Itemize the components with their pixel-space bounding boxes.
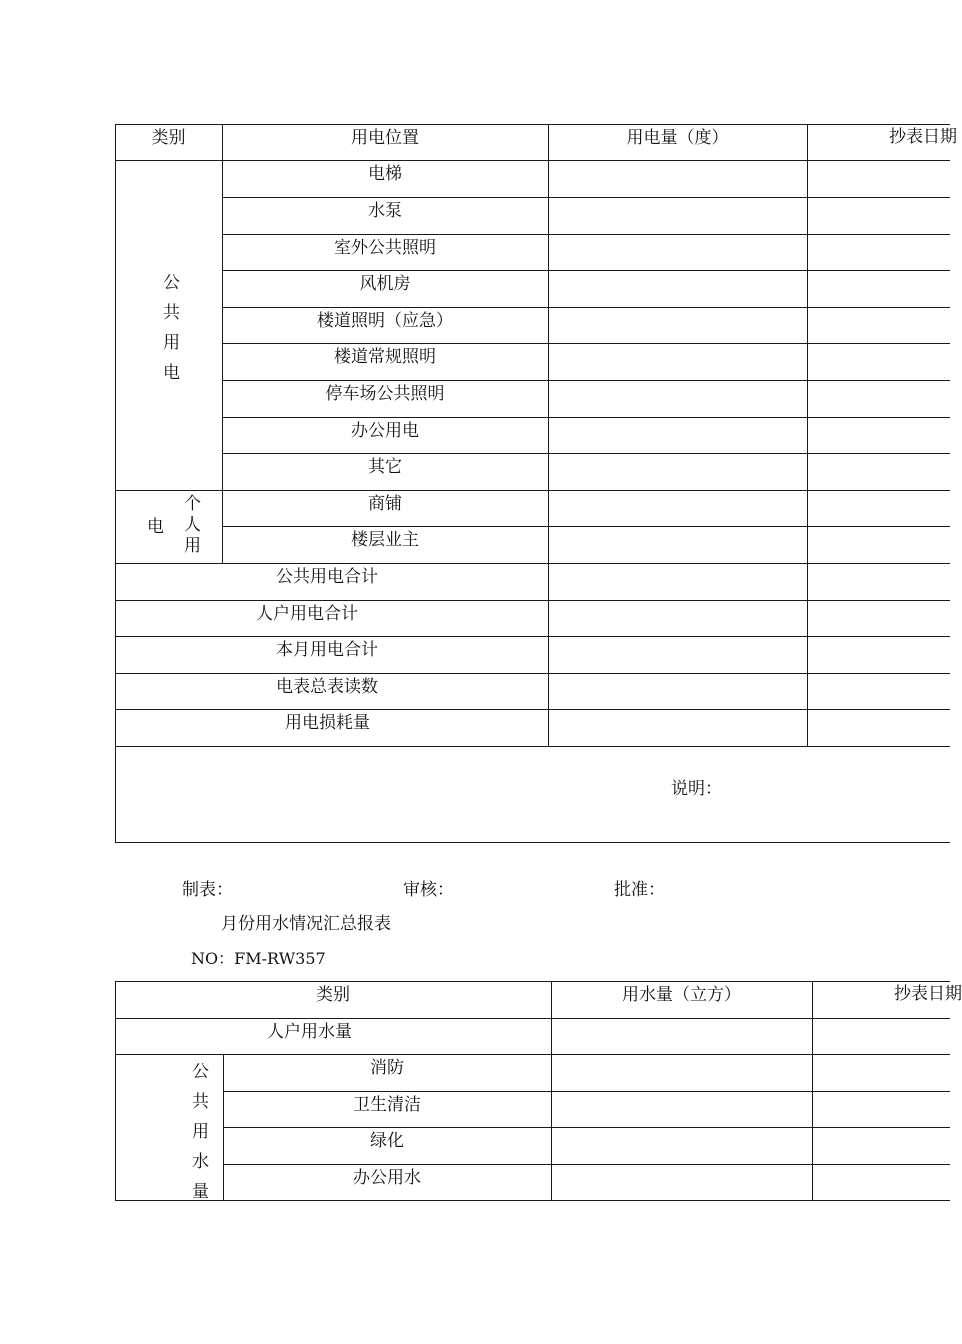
item-regular-lighting: 楼道常规照明 [334,346,436,367]
public-water-group-label: 公 共 用 水 量 [192,1062,209,1202]
item-shops: 商铺 [368,493,402,514]
water-header-usage: 用水量（立方） [622,984,741,1005]
public-electricity-group-label: 公 共 用 电 [163,273,180,383]
item-other: 其它 [368,456,402,477]
water-header-reading-date: 抄表日期 [894,984,962,1004]
item-office-electricity: 办公用电 [351,420,419,441]
summary-month-total: 本月用电合计 [276,639,378,660]
water-report-title: 月份用水情况汇总报表 [221,914,391,934]
item-fan-room: 风机房 [359,273,411,294]
water-household-usage: 人户用水量 [267,1021,352,1042]
item-parking-lighting: 停车场公共照明 [325,383,445,404]
made-by-label: 制表： [182,880,233,900]
summary-household-total: 人户用电合计 [256,603,358,624]
summary-loss: 用电损耗量 [285,712,370,733]
water-item-cleaning: 卫生清洁 [353,1094,421,1115]
water-item-office: 办公用水 [353,1167,421,1188]
summary-public-total: 公共用电合计 [276,566,378,587]
item-water-pump: 水泵 [368,200,402,221]
water-report-number: NO：FM-RW357 [191,949,326,968]
personal-electricity-group-label: 个 人 用 [184,494,201,556]
header-usage: 用电量（度） [626,127,729,148]
water-header-category: 类别 [316,984,350,1005]
summary-meter-reading: 电表总表读数 [276,676,378,697]
header-reading-date: 抄表日期 [889,127,957,147]
personal-group-dian: 电 [147,517,164,537]
item-elevator: 电梯 [368,163,402,184]
item-emergency-lighting: 楼道照明（应急） [317,310,453,331]
header-location: 用电位置 [351,127,419,148]
approve-label: 批准： [614,880,665,900]
header-category: 类别 [151,127,186,148]
note-label: 说明： [671,779,722,799]
item-outdoor-lighting: 室外公共照明 [334,237,436,258]
water-item-fire: 消防 [370,1057,404,1078]
water-item-greening: 绿化 [370,1130,404,1151]
item-floor-owners: 楼层业主 [351,529,419,550]
review-label: 审核： [403,880,454,900]
